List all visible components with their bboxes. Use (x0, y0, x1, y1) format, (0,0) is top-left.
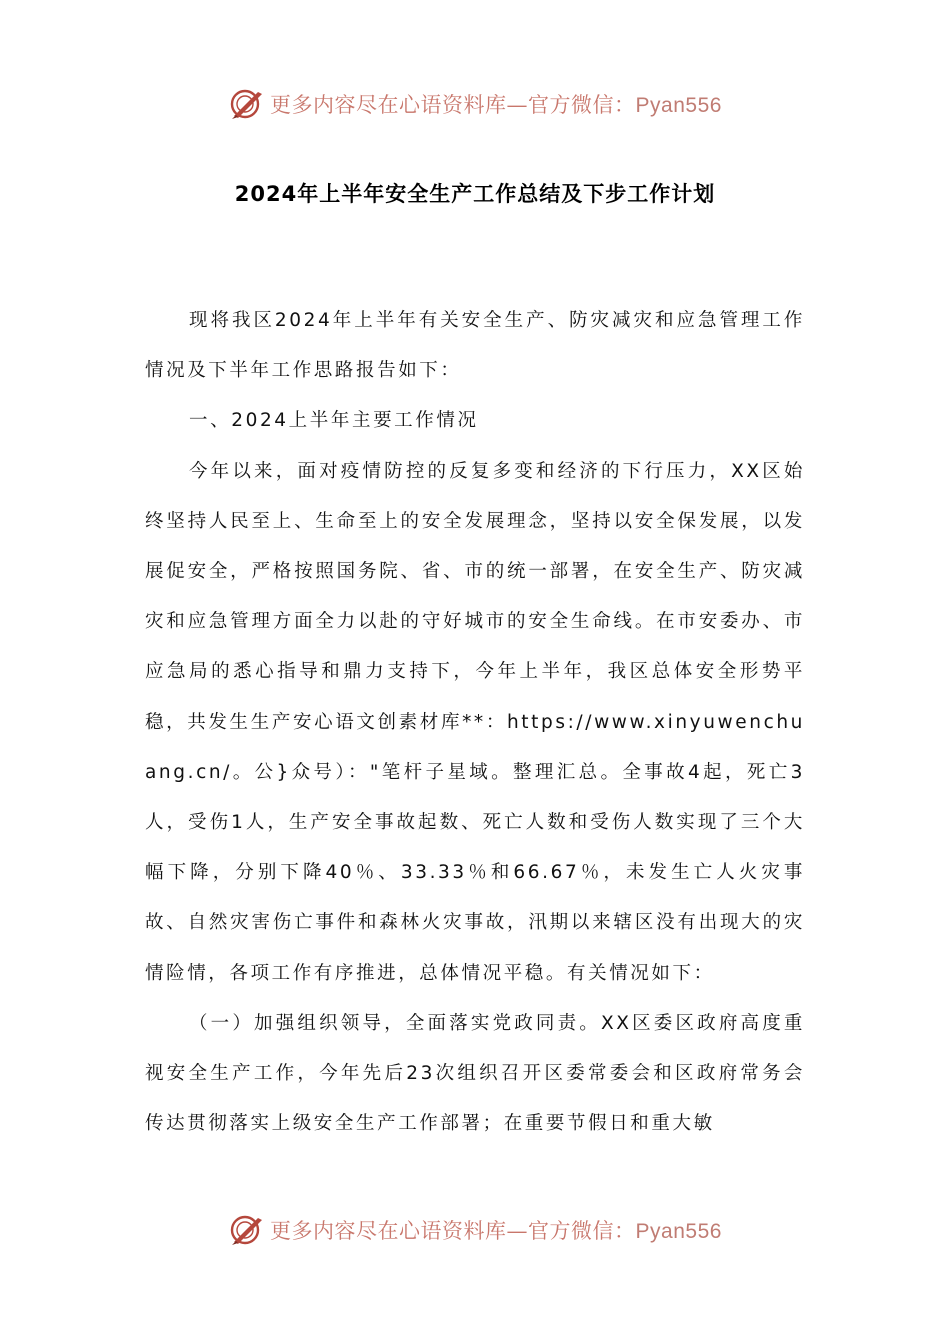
overview-paragraph: 今年以来，面对疫情防控的反复多变和经济的下行压力，XX区始终坚持人民至上、生命至上的安全发展理念，坚持以安全保发展，以发展促安全，严格按照国务院、省、市的统一部署，在安全生产、防灾减灾和应急管理方面全力以赴的守好城市的安全生命线。在市安委办、市应急局的悉心指导和鼎力支持下，今年上半年，我区总体安全形势平稳，共发生生产安心语文创素材库**：https://www.xinyuwenchuang.cn/。公}众号）："笔杆子星域。整理汇总。全事故4起，死亡3人，受伤1人，生产安全事故起数、死亡人数和受伤人数实现了三个大幅下降，分别下降40％、33.33％和66.67％，未发生亡人火灾事故、自然灾害伤亡事件和森林火灾事故，汛期以来辖区没有出现大的灾情险情，各项工作有序推进，总体情况平稳。有关情况如下： (145, 460, 805, 984)
footer-watermark (0, 1210, 950, 1250)
wechat-id: Pyan556 (635, 94, 722, 117)
pen-logo-icon (228, 1212, 266, 1248)
subsection-paragraph: （一）加强组织领导，全面落实党政同责。XX区委区政府高度重视安全生产工作，今年先后23次组织召开区委常委会和区政府常务会传达贯彻落实上级安全生产工作部署；在重要节假日和重大敏 (145, 1012, 805, 1135)
document-body (145, 296, 805, 1149)
intro-paragraph: 现将我区2024年上半年有关安全生产、防灾减灾和应急管理工作情况及下半年工作思路报告如下： (145, 310, 805, 382)
watermark-text: 更多内容尽在心语资料库—官方微信：Pyan556 (270, 1219, 722, 1243)
pen-logo-icon (228, 86, 266, 122)
document-title: 2024年上半年安全生产工作总结及下步工作计划 (234, 182, 716, 206)
header-watermark (0, 84, 950, 124)
watermark-text: 更多内容尽在心语资料库—官方微信：Pyan556 (270, 93, 722, 117)
wechat-id: Pyan556 (635, 1220, 722, 1243)
section-heading: 一、2024上半年主要工作情况 (189, 410, 479, 432)
